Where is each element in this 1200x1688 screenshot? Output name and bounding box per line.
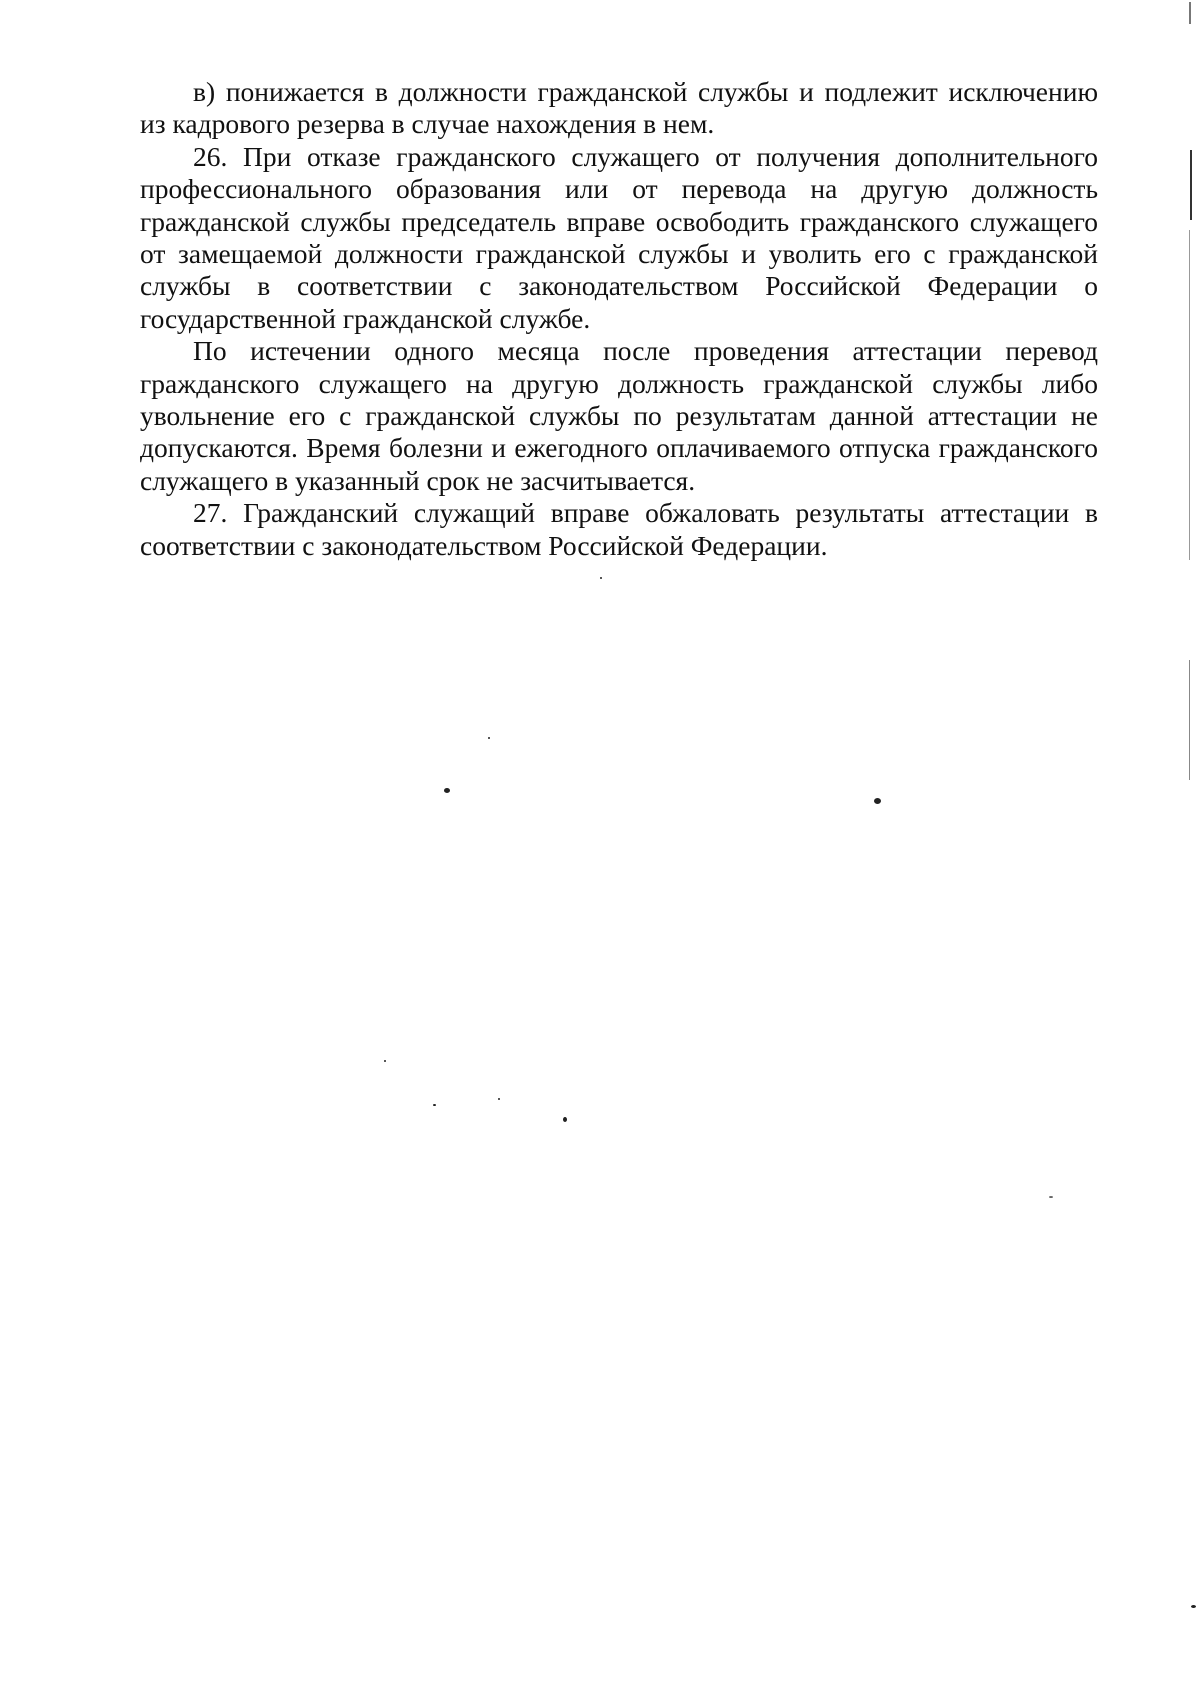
- scan-speck: [1049, 1196, 1053, 1198]
- paragraph-27: 27. Гражданский служащий вправе обжаловать результаты аттестации в соответствии с законодательством Российской Федерации.: [140, 497, 1098, 561]
- paragraph-26-continuation: По истечении одного месяца после проведения аттестации перевод гражданского служащего на другую должность гражданской службы либо увольнение его с гражданской службы по результатам данной аттестации не допускаются. Время болезни и ежегодного оплачиваемого отпуска гражданского служащего в указанный срок не засчитывается.: [140, 335, 1098, 496]
- scan-edge-mark: [1189, 2, 1191, 24]
- scan-speck: [433, 1104, 436, 1106]
- scan-speck: [563, 1117, 567, 1122]
- scan-edge-mark: [1189, 230, 1190, 560]
- scan-edge-mark: [1189, 660, 1190, 780]
- scan-edge-mark: [1190, 150, 1192, 220]
- paragraph-26: 26. При отказе гражданского служащего от получения дополнительного профессионального образования или от перевода на другую должность гражданской службы председатель вправе освободить гражданского служащего от замещаемой должности гражданской службы и уволить его с гражданской службы в соответствии с законодательством Российской Федерации о государственной гражданской службе.: [140, 140, 1098, 334]
- scan-speck: [488, 737, 490, 739]
- scan-speck: [600, 577, 602, 579]
- scan-speck: [874, 798, 881, 804]
- document-body: [140, 76, 1098, 562]
- paragraph-item-v: в) понижается в должности гражданской службы и подлежит исключению из кадрового резерва в случае нахождения в нем.: [140, 76, 1098, 140]
- scan-speck: [444, 788, 450, 793]
- scan-speck: [384, 1060, 386, 1062]
- scan-speck: [1191, 1605, 1196, 1608]
- scan-speck: [498, 1098, 500, 1100]
